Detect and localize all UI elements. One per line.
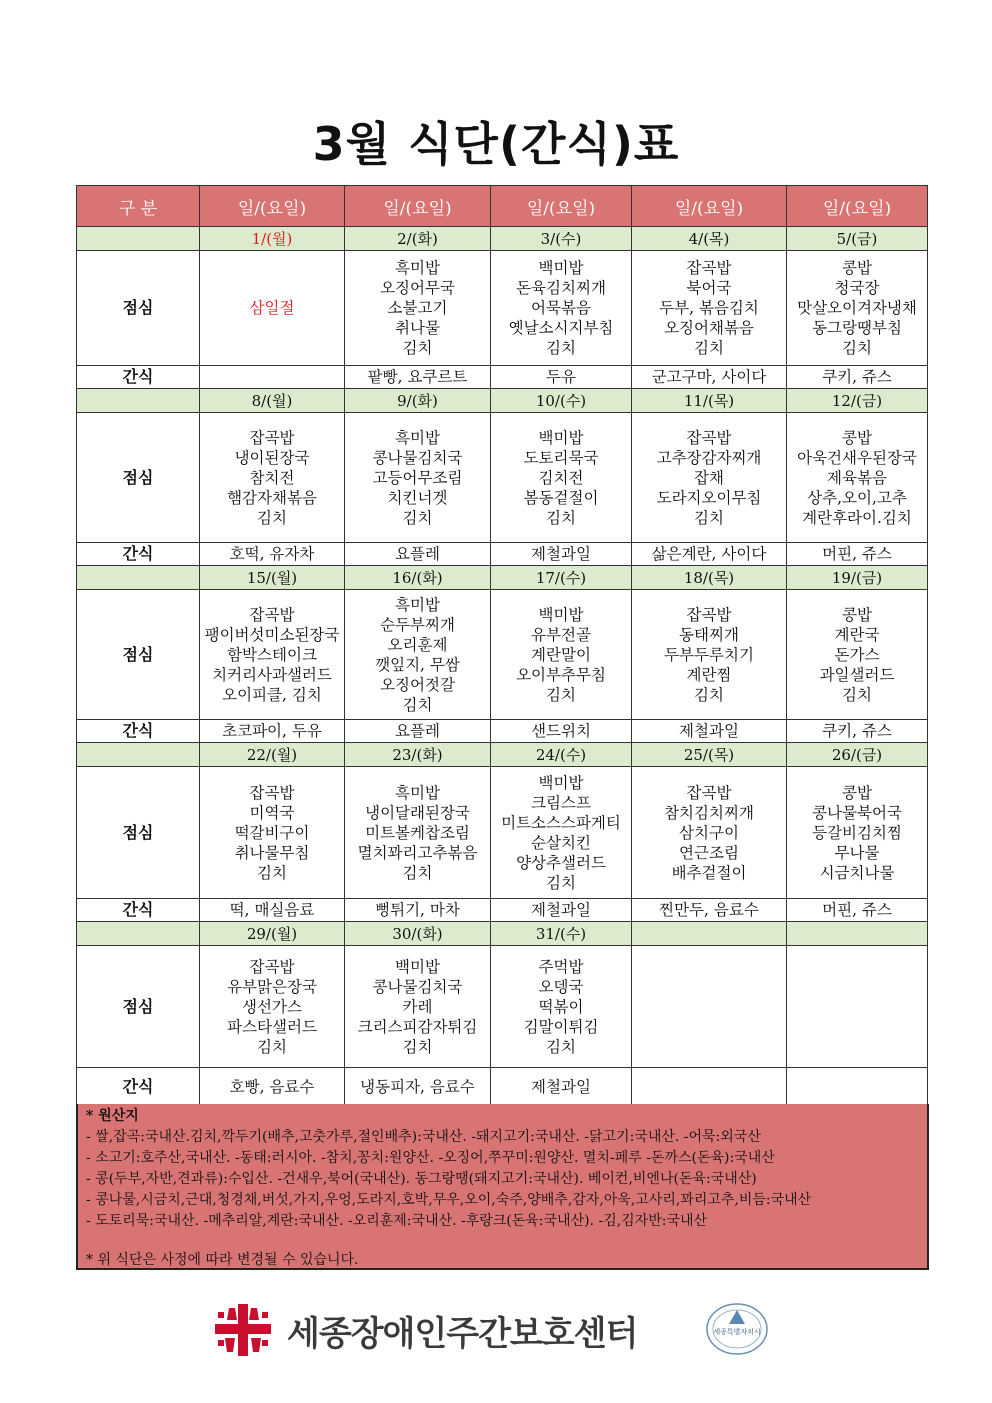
menu-item: 냉이된장국 [234, 448, 310, 467]
notes-footnote: * 위 식단은 사정에 따라 변경될 수 있습니다. [86, 1252, 359, 1268]
date-cell: 12/(금) [787, 389, 928, 413]
menu-item: 봄동겉절이 [523, 488, 599, 507]
date-cell: 1/(월) [200, 227, 345, 251]
date-cell [787, 922, 928, 946]
lunch-row [77, 590, 928, 720]
date-cell: 16/(화) [345, 566, 491, 590]
header-day: 일/(요일) [345, 186, 491, 227]
menu-item: 고등어무조림 [372, 468, 463, 487]
menu-item: 미트볼케찹조림 [365, 823, 470, 842]
snack-label: 간식 [77, 366, 200, 389]
menu-item: 무나물 [834, 843, 880, 862]
snack-cell: 찐만두, 음료수 [632, 899, 787, 922]
menu-item: 옛날소시지부침 [508, 319, 614, 337]
lunch-cell [200, 946, 345, 1068]
snack-cell [632, 1068, 787, 1106]
date-cell: 5/(금) [787, 227, 928, 251]
menu-item: 북어국 [686, 279, 732, 297]
menu-item: 김치 [546, 685, 576, 704]
snack-cell: 머핀, 쥬스 [787, 543, 928, 566]
lunch-cell [200, 590, 345, 720]
seal-text: 세종특별자치시 [713, 1328, 761, 1336]
menu-item: 유부맑은장국 [227, 977, 317, 996]
lunch-cell [787, 767, 928, 899]
menu-item: 양상추샐러드 [516, 853, 606, 872]
menu-item: 크림스프 [531, 793, 591, 812]
header-day: 일/(요일) [200, 186, 345, 227]
menu-item: 김치 [694, 685, 724, 704]
footer [215, 1300, 775, 1360]
date-cell: 25/(목) [632, 743, 787, 767]
date-row [77, 566, 928, 590]
menu-item: 김말이튀김 [523, 1017, 599, 1036]
snack-cell: 냉동피자, 음료수 [345, 1068, 491, 1106]
menu-item: 삼일절 [249, 299, 295, 317]
org-name: 세종장애인주간보호센터 [287, 1314, 638, 1354]
menu-item: 등갈비김치찜 [812, 823, 902, 842]
menu-item: 흑미밥 [395, 783, 440, 802]
caritas-cross-icon [215, 1304, 271, 1356]
date-cell: 30/(화) [345, 922, 491, 946]
menu-item: 김치 [842, 685, 872, 704]
snack-row [77, 366, 928, 389]
sejong-seal-icon [705, 1302, 769, 1356]
menu-item: 백미밥 [538, 773, 584, 792]
date-cell: 15/(월) [200, 566, 345, 590]
date-cell: 3/(수) [491, 227, 632, 251]
menu-item: 백미밥 [538, 428, 584, 447]
date-cell: 29/(월) [200, 922, 345, 946]
menu-item: 미트소스스파게티 [501, 813, 621, 832]
menu-item: 김치 [546, 339, 576, 357]
menu-item: 백미밥 [395, 957, 440, 976]
menu-item: 아욱건새우된장국 [797, 448, 917, 467]
menu-item: 깻잎지, 무쌈 [375, 655, 460, 674]
menu-item: 백미밥 [538, 259, 584, 277]
menu-item: 콩나물김치국 [372, 977, 463, 996]
menu-body [77, 227, 928, 1106]
menu-item: 멸치꽈리고추볶음 [357, 843, 478, 862]
date-cell: 23/(화) [345, 743, 491, 767]
menu-item: 잡곡밥 [686, 783, 732, 802]
menu-item: 잡곡밥 [249, 605, 295, 624]
page-title: 3월 식단(간식)표 [312, 117, 680, 171]
menu-item: 김치 [257, 1037, 287, 1056]
lunch-cell [632, 251, 787, 366]
menu-item: 두부, 볶음김치 [659, 299, 759, 317]
date-row [77, 922, 928, 946]
snack-label: 간식 [77, 899, 200, 922]
snack-cell [200, 366, 345, 389]
menu-item: 오뎅국 [538, 977, 584, 996]
menu-item: 생선가스 [242, 997, 302, 1016]
lunch-row [77, 251, 928, 366]
date-cell: 31/(수) [491, 922, 632, 946]
menu-item: 치커리사과샐러드 [212, 665, 332, 684]
menu-item: 고추장감자찌개 [656, 448, 762, 467]
snack-row [77, 720, 928, 743]
date-cell: 17/(수) [491, 566, 632, 590]
snack-cell: 샌드위치 [491, 720, 632, 743]
menu-item: 잡곡밥 [686, 259, 732, 277]
menu-table [76, 185, 928, 1106]
notes-line: - 쌀,잡곡:국내산.김치,깍두기(배추,고춧가루,절인배추):국내산. -돼지고기:국내산. -닭고기:국내산. -어묵:외국산 [86, 1129, 761, 1145]
menu-item: 콩나물북어국 [812, 803, 902, 822]
menu-item: 김치 [257, 863, 287, 882]
menu-item: 돈육김치찌개 [516, 279, 606, 297]
menu-item: 청국장 [834, 279, 880, 297]
menu-item: 시금치나물 [819, 863, 895, 882]
menu-item: 오이피클, 김치 [222, 685, 322, 704]
snack-cell [787, 1068, 928, 1106]
menu-item: 상추,오이,고추 [807, 488, 907, 507]
date-cell: 4/(목) [632, 227, 787, 251]
menu-item: 콩밥 [842, 783, 872, 802]
menu-item: 맛살오이겨자냉채 [797, 299, 917, 317]
snack-cell: 삶은계란, 사이다 [632, 543, 787, 566]
date-cell [632, 922, 787, 946]
menu-item: 계란국 [834, 625, 880, 644]
menu-item: 유부전골 [531, 625, 591, 644]
menu-item: 참치김치찌개 [664, 803, 754, 822]
date-row-label [77, 922, 200, 946]
menu-item: 김치 [546, 1037, 576, 1056]
date-cell: 11/(목) [632, 389, 787, 413]
snack-cell: 쿠키, 쥬스 [787, 720, 928, 743]
menu-item: 계란찜 [686, 665, 732, 684]
menu-item: 참치전 [249, 468, 295, 487]
menu-item: 흑미밥 [395, 595, 440, 614]
menu-item: 카레 [402, 997, 433, 1016]
snack-cell: 요플레 [345, 543, 491, 566]
snack-cell: 제철과일 [632, 720, 787, 743]
notes-line: - 콩(두부,자반,견과류):수입산. -건새우,북어(국내산). 동그랑땡(돼지고기:국내산). 베이컨,비엔나(돈육:국내산) [86, 1171, 757, 1187]
date-row-label [77, 227, 200, 251]
lunch-cell [491, 413, 632, 543]
date-cell: 24/(수) [491, 743, 632, 767]
menu-item: 배추겉절이 [671, 863, 747, 882]
menu-item: 김치 [402, 863, 433, 882]
lunch-cell [787, 251, 928, 366]
menu-item: 취나물무침 [234, 843, 310, 862]
menu-item: 김치 [694, 508, 724, 527]
lunch-row [77, 767, 928, 899]
snack-cell: 호떡, 유자차 [200, 543, 345, 566]
date-row-label [77, 566, 200, 590]
lunch-cell [345, 590, 491, 720]
menu-item: 백미밥 [538, 605, 584, 624]
snack-cell: 뻥튀기, 마차 [345, 899, 491, 922]
snack-cell: 호빵, 음료수 [200, 1068, 345, 1106]
lunch-cell [787, 590, 928, 720]
date-cell: 2/(화) [345, 227, 491, 251]
lunch-cell [345, 251, 491, 366]
date-row-label [77, 743, 200, 767]
menu-item: 햄감자채볶음 [227, 488, 317, 507]
menu-item: 잡곡밥 [686, 428, 732, 447]
menu-item: 잡곡밥 [249, 957, 295, 976]
menu-item: 잡곡밥 [249, 428, 295, 447]
menu-item: 콩밥 [842, 605, 872, 624]
date-cell: 10/(수) [491, 389, 632, 413]
menu-item: 흑미밥 [395, 428, 440, 447]
menu-item: 도라지오이무침 [656, 488, 762, 507]
lunch-cell [632, 413, 787, 543]
menu-item: 콩밥 [842, 428, 872, 447]
menu-item: 계란후라이.김치 [802, 508, 912, 527]
menu-item: 크리스피감자튀김 [357, 1017, 478, 1036]
lunch-cell [200, 413, 345, 543]
header-day: 일/(요일) [632, 186, 787, 227]
menu-item: 소불고기 [387, 299, 448, 317]
snack-cell: 머핀, 쥬스 [787, 899, 928, 922]
lunch-cell [345, 946, 491, 1068]
menu-item: 김치 [842, 339, 872, 357]
snack-cell: 제철과일 [491, 543, 632, 566]
lunch-label: 점심 [77, 590, 200, 720]
snack-label: 간식 [77, 1068, 200, 1106]
notes-line: - 콩나물,시금치,근대,청경채,버섯,가지,우엉,도라지,호박,무우,오이,숙주,양배추,감자,아욱,고사리,꽈리고추,비듬:국내산 [86, 1192, 812, 1208]
menu-item: 김치 [402, 508, 433, 527]
origin-notes [76, 1104, 929, 1270]
lunch-row [77, 946, 928, 1068]
menu-item: 오리훈제 [387, 635, 448, 654]
lunch-cell [632, 767, 787, 899]
date-cell: 8/(월) [200, 389, 345, 413]
menu-item: 콩나물김치국 [372, 448, 463, 467]
menu-item: 김치 [402, 1037, 433, 1056]
menu-item: 떡볶이 [538, 997, 584, 1016]
menu-item: 미역국 [249, 803, 295, 822]
lunch-cell [632, 590, 787, 720]
menu-item: 함박스테이크 [227, 645, 317, 664]
menu-item: 김치 [546, 873, 576, 892]
menu-item: 잡곡밥 [249, 783, 295, 802]
lunch-cell [200, 767, 345, 899]
snack-cell: 쿠키, 쥬스 [787, 366, 928, 389]
menu-item: 계란말이 [531, 645, 591, 664]
menu-item: 콩밥 [842, 259, 872, 277]
menu-item: 김치 [402, 695, 433, 714]
snack-cell: 요플레 [345, 720, 491, 743]
menu-item: 잡채 [694, 468, 724, 487]
snack-cell: 군고구마, 사이다 [632, 366, 787, 389]
snack-row [77, 899, 928, 922]
menu-item: 순두부찌개 [380, 615, 455, 634]
snack-row [77, 543, 928, 566]
lunch-label: 점심 [77, 413, 200, 543]
menu-item: 두부두루치기 [664, 645, 754, 664]
menu-item: 떡갈비구이 [234, 823, 310, 842]
menu-item: 순살치킨 [531, 833, 591, 852]
notes-heading: * 원산지 [86, 1108, 139, 1124]
lunch-label: 점심 [77, 251, 200, 366]
date-cell: 18/(목) [632, 566, 787, 590]
snack-cell: 떡, 매실음료 [200, 899, 345, 922]
menu-item: 돈가스 [834, 645, 880, 664]
snack-cell: 두유 [491, 366, 632, 389]
date-row-label [77, 389, 200, 413]
lunch-cell [200, 251, 345, 366]
lunch-cell [491, 251, 632, 366]
header-day: 일/(요일) [787, 186, 928, 227]
lunch-cell [491, 590, 632, 720]
menu-item: 오이부추무침 [516, 665, 606, 684]
lunch-cell [491, 767, 632, 899]
menu-item: 도토리묵국 [523, 448, 599, 467]
menu-item: 취나물 [395, 319, 440, 337]
snack-cell: 제철과일 [491, 899, 632, 922]
menu-item: 치킨너겟 [387, 488, 448, 507]
menu-item: 동그랑땡부침 [812, 319, 902, 337]
snack-cell: 초코파이, 두유 [200, 720, 345, 743]
menu-item: 냉이달래된장국 [365, 803, 470, 822]
snack-cell: 팥빵, 요쿠르트 [345, 366, 491, 389]
menu-item: 삼치구이 [679, 823, 739, 842]
snack-row [77, 1068, 928, 1106]
notes-line: - 소고기:호주산,국내산. -동태:러시아. -참치,꽁치:원양산. -오징어,쭈꾸미:원양산. 멸치-페루 -돈까스(돈육):국내산 [86, 1150, 775, 1166]
snack-label: 간식 [77, 720, 200, 743]
menu-item: 팽이버섯미소된장국 [204, 625, 340, 644]
header-day: 일/(요일) [491, 186, 632, 227]
menu-item: 오징어무국 [380, 279, 455, 297]
date-row [77, 227, 928, 251]
menu-item: 어묵볶음 [531, 299, 591, 317]
menu-item: 동태찌개 [679, 625, 739, 644]
menu-item: 김치전 [538, 468, 584, 487]
lunch-cell [787, 946, 928, 1068]
menu-item: 김치 [546, 508, 576, 527]
menu-item: 잡곡밥 [686, 605, 732, 624]
header-label: 구 분 [77, 186, 200, 227]
lunch-cell [787, 413, 928, 543]
snack-label: 간식 [77, 543, 200, 566]
menu-item: 김치 [402, 339, 433, 357]
menu-item: 흑미밥 [395, 259, 440, 277]
date-row [77, 743, 928, 767]
date-cell: 22/(월) [200, 743, 345, 767]
lunch-cell [632, 946, 787, 1068]
menu-item: 주먹밥 [538, 957, 584, 976]
header-row [77, 186, 928, 227]
lunch-row [77, 413, 928, 543]
menu-item: 제육볶음 [827, 468, 887, 487]
snack-cell: 제철과일 [491, 1068, 632, 1106]
menu-item: 과일샐러드 [819, 665, 895, 684]
date-cell: 26/(금) [787, 743, 928, 767]
lunch-label: 점심 [77, 767, 200, 899]
menu-item: 연근조림 [679, 843, 739, 862]
date-cell: 9/(화) [345, 389, 491, 413]
date-cell: 19/(금) [787, 566, 928, 590]
notes-line: - 도토리묵:국내산. -메추리알,계란:국내산. -오리훈제:국내산. -후랑크(돈육:국내산). -김,김자반:국내산 [86, 1213, 708, 1229]
lunch-label: 점심 [77, 946, 200, 1068]
date-row [77, 389, 928, 413]
lunch-cell [345, 767, 491, 899]
menu-item: 오징어채볶음 [664, 319, 754, 337]
menu-item: 오징어젓갈 [380, 675, 455, 694]
lunch-cell [345, 413, 491, 543]
lunch-cell [491, 946, 632, 1068]
menu-item: 김치 [694, 339, 724, 357]
menu-item: 김치 [257, 508, 287, 527]
menu-item: 파스타샐러드 [227, 1017, 317, 1036]
